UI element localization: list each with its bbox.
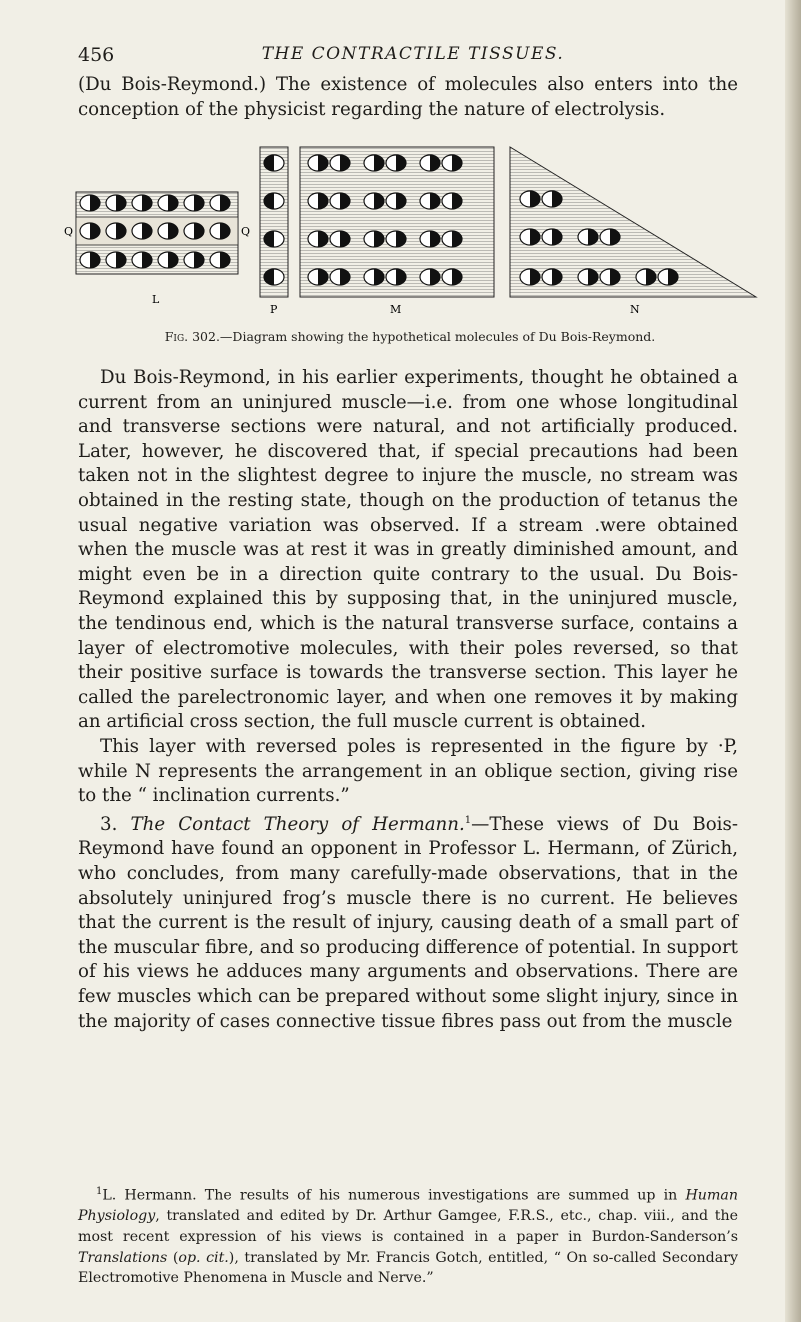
- figure-302: [60, 145, 760, 323]
- main-text: [78, 366, 738, 1034]
- caption-text: —Diagram showing the hypothetical molecules of Du Bois-Reymond.: [219, 329, 656, 344]
- label-q-left: Q: [64, 225, 74, 238]
- paragraph-3-text: —These views of Du Bois-Reymond have found an opponent in Professor L. Hermann, of Zürich, who concludes, from many carefully-made observations, that in the absolutely uninjured frog’s muscle there is no current. He believes that the current is the result of injury, causing death of a small part of the muscular fibre, and so producing difference of potential. In support of his views he adduces many arguments and observations. There are few muscles which can be prepared without some slight injury, since in the majority of cases connective tissue fibres pass out from the muscle: [78, 813, 738, 1032]
- footnote-text-g: ), translated by Mr. Francis Gotch, entitled, “ On so-called Secondary Electromotive Phenomena in Muscle and Nerve.”: [78, 1249, 738, 1287]
- intro-paragraph: (Du Bois-Reymond.) The existence of molecules also enters into the conception of the physicist regarding the nature of electrolysis.: [78, 74, 738, 120]
- label-m: M: [390, 303, 402, 316]
- footnote-translations: Translations: [78, 1249, 168, 1266]
- figure-caption: [80, 329, 740, 344]
- label-l: L: [152, 293, 160, 306]
- diagram-p-m: [260, 147, 494, 316]
- label-n: N: [630, 303, 640, 316]
- footnote-1: [78, 1182, 738, 1289]
- running-title: THE CONTRACTILE TISSUES.: [261, 44, 565, 64]
- footnote-ref: 1: [464, 814, 472, 826]
- label-q-right: Q: [241, 225, 251, 238]
- page-header: [78, 44, 748, 72]
- molecule-diagram: [60, 145, 760, 323]
- section-number: 3.: [100, 813, 118, 835]
- footnote-text-e: (: [167, 1249, 179, 1266]
- paragraph-3: [78, 809, 738, 1034]
- section-title: The Contact Theory of Hermann.: [130, 813, 465, 835]
- diagram-l: [64, 192, 250, 306]
- label-p: P: [270, 303, 278, 316]
- diagram-n: [510, 147, 756, 316]
- page-edge-shadow: [785, 0, 801, 1322]
- paragraph-1: Du Bois-Reymond, in his earlier experiments, thought he obtained a current from an uninjured muscle—i.e. from one whose longitudinal and transverse sections were natural, and not artificially produced. Later, however, he discovered that, if special precautions had been taken not in the slightest degree to injure the muscle, no stream was obtained in the resting state, though on the production of tetanus the usual negative variation was observed. If a stream .were obtained when the muscle was at rest it was in greatly diminished amount, and might even be in a direction quite contrary to the usual. Du Bois-Reymond explained this by supposing that, in the uninjured muscle, the tendinous end, which is the natural transverse surface, contains a layer of electromotive molecules, with their poles reversed, so that their positive surface is towards the transverse section. This layer he called the parelectronomic layer, and when one removes it by making an artificial cross section, the full muscle current is obtained.: [78, 367, 738, 733]
- footnote-book-title: Human Physiology: [78, 1187, 738, 1225]
- footnotes: [78, 1182, 738, 1289]
- paragraph-2: This layer with reversed poles is represented in the figure by ·P, while N represents the arrangement in an oblique section, giving rise to the “ inclination currents.”: [78, 735, 738, 807]
- footnote-marker: 1: [96, 1186, 103, 1197]
- page-number: 456: [78, 44, 115, 66]
- footnote-text-a: L. Hermann. The results of his numerous investigations are summed up in: [102, 1187, 686, 1204]
- footnote-op-cit: op. cit.: [178, 1249, 229, 1266]
- footnote-text-c: , translated and edited by Dr. Arthur Gamgee, F.R.S., etc., chap. viii., and the most recent expression of his views is contained in a paper in Burdon-Sanderson’s: [78, 1208, 738, 1245]
- caption-number: Fig. 302.: [164, 329, 220, 344]
